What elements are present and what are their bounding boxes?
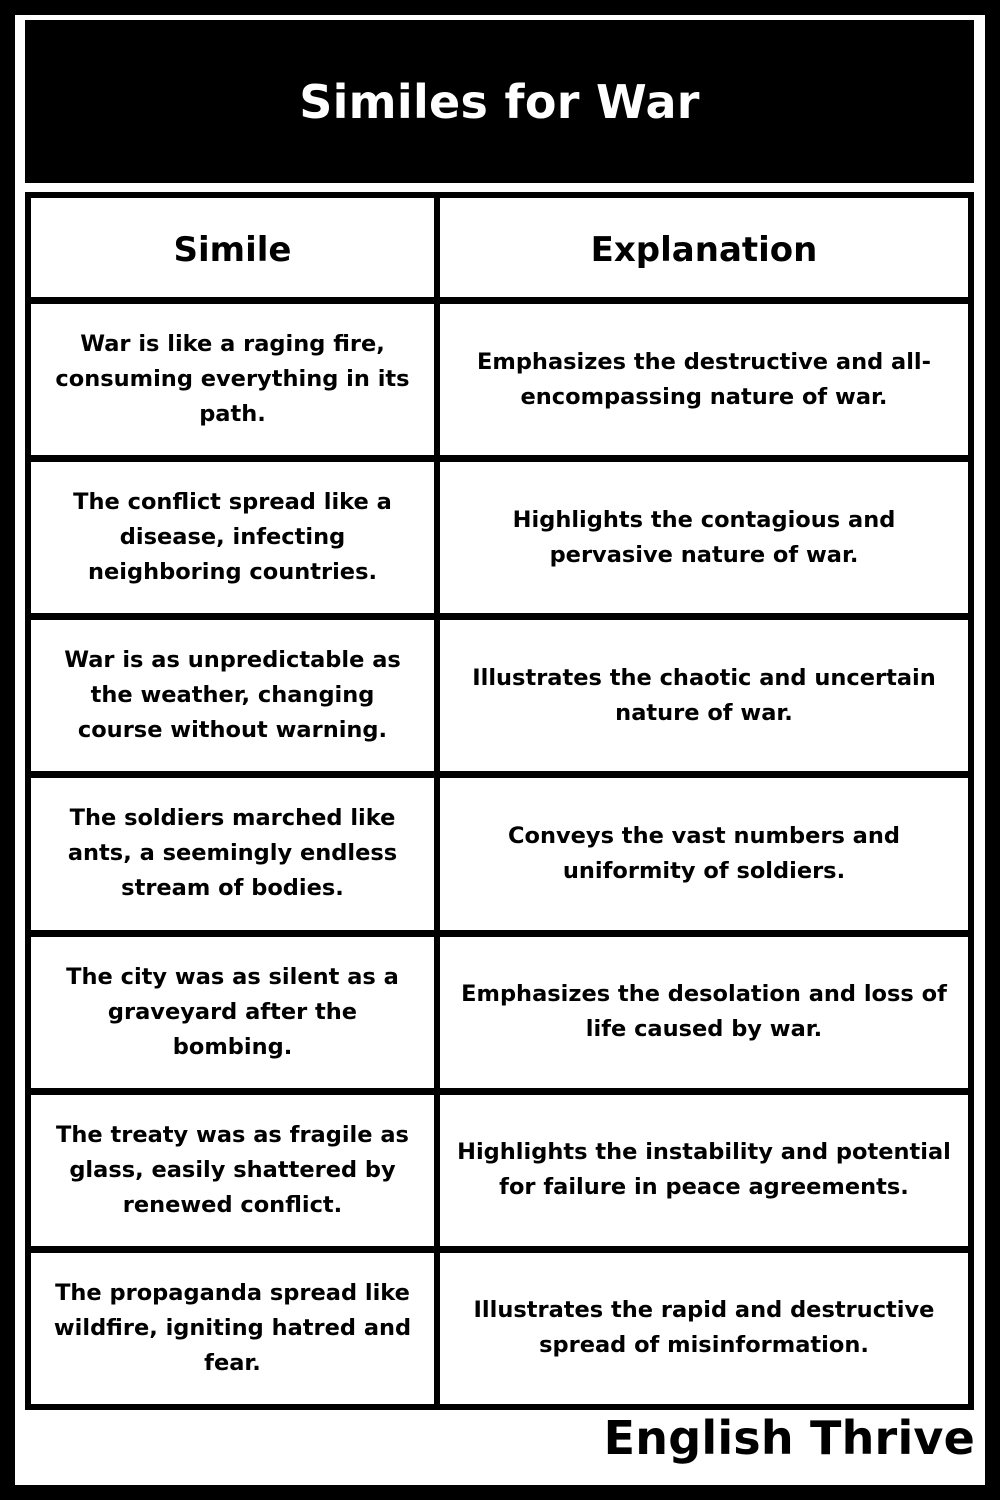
simile-cell: The city was as silent as a graveyard after the bombing.	[31, 937, 434, 1088]
column-header-simile: Simile	[31, 198, 434, 297]
page-frame	[15, 15, 985, 1485]
similes-table	[25, 192, 974, 1410]
explanation-cell: Highlights the instability and potential for failure in peace agreements.	[440, 1095, 968, 1246]
explanation-cell: Emphasizes the destructive and all-encompassing nature of war.	[440, 304, 968, 455]
page-title: Similes for War	[299, 74, 700, 129]
column-header-explanation: Explanation	[440, 198, 968, 297]
explanation-cell: Emphasizes the desolation and loss of life caused by war.	[440, 937, 968, 1088]
explanation-cell: Illustrates the rapid and destructive spread of misinformation.	[440, 1253, 968, 1404]
explanation-cell: Highlights the contagious and pervasive nature of war.	[440, 462, 968, 613]
simile-cell: War is like a raging fire, consuming everything in its path.	[31, 304, 434, 455]
explanation-cell: Illustrates the chaotic and uncertain nature of war.	[440, 620, 968, 771]
title-banner	[25, 20, 974, 183]
explanation-cell: Conveys the vast numbers and uniformity of soldiers.	[440, 778, 968, 929]
simile-cell: The conflict spread like a disease, infecting neighboring countries.	[31, 462, 434, 613]
simile-cell: The soldiers marched like ants, a seemingly endless stream of bodies.	[31, 778, 434, 929]
brand-watermark: English Thrive	[603, 1411, 975, 1465]
simile-cell: War is as unpredictable as the weather, changing course without warning.	[31, 620, 434, 771]
simile-cell: The treaty was as fragile as glass, easily shattered by renewed conflict.	[31, 1095, 434, 1246]
simile-cell: The propaganda spread like wildfire, igniting hatred and fear.	[31, 1253, 434, 1404]
